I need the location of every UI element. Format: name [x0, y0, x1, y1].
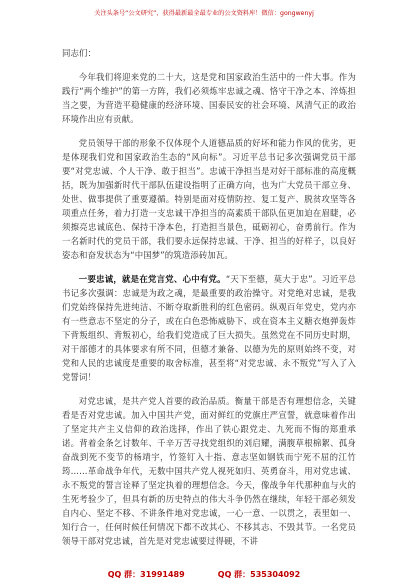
paragraph-1: 今年我们将迎来党的二十大，这是党和国家政治生活中的一件大事。作为践行“两个维护”的第一方阵，我们必须炼牢忠诚之魂、恪守干净之本、淬炼担当之要，为营造平稳健康的经济环境、国泰民安的社会环境、风清气正的政治环境作出应有贡献。	[62, 72, 356, 124]
section-heading: 一要忠诚，就是在党言党、心中有党。	[78, 274, 226, 284]
paragraph-4: 对党忠诚，是共产党人首要的政治品质。衡量干部是否有理想信念，关键看是否对党忠诚。加入中国共产党，面对鲜红的党旗庄严宣誓，就意味着作出了坚定共产主义信仰的政治选择，作出了铁心跟党走、九死而不悔的郑重承诺。背着金条乞讨数年、千辛万苦寻找党组织的刘启耀，满腹草根棉絮、孤身奋战到死不变节的杨靖宇，竹签钉入十指、意志坚如钢铁而宁死不屈的江竹筠……革命战争年代，无数中国共产党人视死如归、英勇奋斗，用对党忠诚、永不叛党的誓言诠释了坚定执着的理想信念。今天，像战争年代那种血与火的生死考验少了，但具有新的历史特点的伟大斗争仍然在继续，年轻干部必须发自内心、坚定不移、不讲条件地对党忠诚，一心一意、一以贯之，表里如一、知行合一，任何时候任何情况下都不改其心、不移其志、不毁其节。一名党员领导干部对党忠诚，首先是对党忠诚要过得硬，不讲	[62, 396, 356, 546]
paragraph-2: 党员领导干部的形象不仅体现个人道德品质的好坏和能力作风的优劣，更是体现我们党和国家政治生态的“风向标”。习近平总书记多次强调党员干部要“对党忠诚、个人干净、敢于担当”。忠诚干净担当是对好干部标准的高度概括，既为加强新时代干部队伍建设指明了正确方向，也为广大党员干部立身、处世、做事提供了重要遵循。特别是面对疫情防控、复工复产、脱贫攻坚等各项重点任务，着力打造一支忠诚干净担当的高素质干部队伍更加迫在眉睫，必须擦亮忠诚底色、保持干净本色，打造担当景色，砥砺初心，奋勇前行。作为一名新时代的党员干部，我们要永远保持忠诚、干净、担当的好样子，以良好姿态和奋发状态为“中国梦”的筑造添砖加瓦。	[62, 138, 356, 260]
footer	[0, 562, 408, 579]
greeting: 同志们：	[62, 48, 97, 58]
qq-group-2: QQ 群：535304092	[217, 570, 301, 579]
paragraph-3-text: “天下至德，莫大于忠”。习近平总书记多次强调：忠诚是为政之魂，是最重要的政治操守。对党绝对忠诚，是我们党始终保持先进纯洁、不断夺取新胜利的红色密码。纵观百年党史，党内亦有一些意志不坚定的分子，或在白色恐怖威胁下、或在资本主义糖衣炮弹轰炸下背叛组织、背叛初心，给我们党造成了巨大损失。虽然党在不同历史时期，对干部德才的具体要求有所不同，但德才兼备、以德为先的原则始终不变，对党和人民的忠诚度是重要的取舍标准，甚至将“对党忠诚、永不叛党”写入了入党誓词！	[62, 274, 356, 382]
top-banner	[0, 0, 408, 20]
qq-group-1: QQ 群：31991489	[107, 570, 185, 579]
banner-text: 关注头条号“公文研究”，获得最新最全最专业的公文资料库！微信：gongwenyj	[94, 10, 314, 17]
document-body	[62, 46, 356, 558]
paragraph-3	[62, 272, 356, 384]
